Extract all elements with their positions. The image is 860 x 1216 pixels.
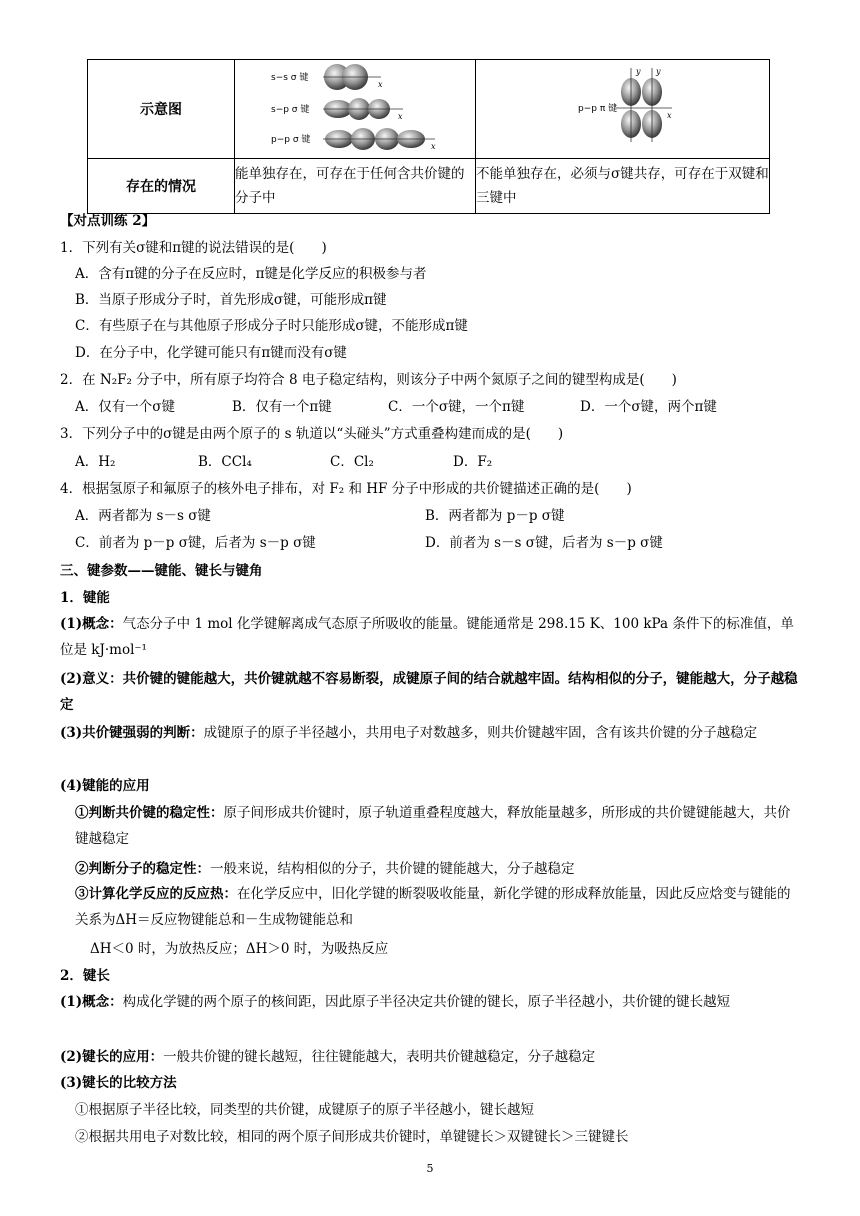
svg-text:y: y [636, 67, 641, 76]
row-label-diagram: 示意图 [88, 60, 235, 159]
q1-option-c: C．有些原子在与其他原子形成分子时只能形成σ键，不能形成π键 [75, 318, 468, 334]
pi-diagram-cell [476, 60, 770, 159]
q1-option-d: D．在分子中，化学键可能只有π键而没有σ键 [75, 345, 347, 361]
q2-option-a: A．仅有一个σ键 [75, 399, 175, 415]
comparison-by-electron-pairs: ②根据共用电子对数比较，相同的两个原子间形成共价键时，单键键长＞双键键长＞三键键长 [75, 1129, 629, 1145]
molecule-stability-judgement: ②判断分子的稳定性：一般来说，结构相似的分子，共价键的键能越大，分子越稳定 [75, 861, 575, 877]
bond-comparison-table [87, 59, 770, 214]
q1-option-a: A．含有π键的分子在反应时，π键是化学反应的积极参与者 [75, 266, 427, 282]
bond-energy-application-title: (4)键能的应用 [60, 778, 150, 794]
q2-option-c: C．一个σ键，一个π键 [388, 399, 525, 415]
svg-text:y: y [656, 67, 661, 76]
bond-strength-judgement: (3)共价键强弱的判断：成键原子的原子半径越小，共用电子对数越多，则共价键越牢固，含有该共价键的分子越稳定 [60, 725, 758, 741]
q4-option-a: A．两者都为 s－s σ键 [75, 508, 211, 524]
pi-existence-text: 不能单独存在，必须与σ键共存，可存在于双键和三键中 [476, 159, 770, 214]
bond-length-comparison-title: (3)键长的比较方法 [60, 1075, 177, 1091]
q3-option-a: A．H₂ [75, 454, 116, 470]
reaction-heat-calc: ③计算化学反应的反应热：在化学反应中，旧化学键的断裂吸收能量，新化学键的形成释放能量，因此反应焓变与键能的关系为ΔH＝反应物键能总和－生成物键能总和 [75, 886, 791, 928]
bond-energy-title: 1．键能 [60, 590, 110, 606]
row-label-existence: 存在的情况 [88, 159, 235, 214]
q2-option-d: D．一个σ键，两个π键 [580, 399, 717, 415]
training-title: 【对点训练 2】 [60, 213, 156, 229]
comparison-by-radius: ①根据原子半径比较，同类型的共价键，成键原子的原子半径越小，键长越短 [75, 1102, 534, 1118]
q2-option-b: B．仅有一个π键 [232, 399, 332, 415]
bond-length-title: 2．键长 [60, 968, 110, 984]
bond-stability-judgement: ①判断共价键的稳定性：原子间形成共价键时，原子轨道重叠程度越大，释放能量越多，所形成的共价键键能越大，共价键越稳定 [75, 805, 791, 847]
section-3-title: 三、键参数——键能、键长与键角 [60, 563, 263, 579]
q3-option-c: C．Cl₂ [330, 454, 374, 470]
bond-length-concept: (1)概念：构成化学键的两个原子的核间距，因此原子半径决定共价键的键长，原子半径越小，共价键的键长越短 [60, 994, 731, 1010]
question-4: 4．根据氢原子和氟原子的核外电子排布，对 F₂ 和 HF 分子中形成的共价键描述正确的是( ) [60, 481, 632, 497]
enthalpy-sign-rule: ΔH＜0 时，为放热反应；ΔH＞0 时，为吸热反应 [90, 941, 389, 957]
sigma-diagram-cell [235, 60, 476, 159]
svg-text:x: x [431, 142, 436, 151]
q4-option-c: C．前者为 p－p σ键，后者为 s－p σ键 [75, 535, 316, 551]
pp-sigma-label: p−p σ 键 [271, 135, 311, 145]
q3-option-d: D．F₂ [453, 454, 493, 470]
sp-label: s−p σ 键 [271, 105, 310, 115]
pp-pi-label: p−p π 键 [578, 104, 618, 114]
sigma-bond-diagram [235, 60, 475, 154]
sigma-existence-text: 能单独存在，可存在于任何含共价键的分子中 [235, 159, 476, 214]
page-number: 5 [426, 1162, 434, 1175]
q1-option-b: B．当原子形成分子时，首先形成σ键，可能形成π键 [75, 292, 387, 308]
bond-length-application: (2)键长的应用：一般共价键的键长越短，往往键能越大，表明共价键越稳定，分子越稳定 [60, 1049, 596, 1065]
question-1: 1．下列有关σ键和π键的说法错误的是( ) [60, 240, 327, 256]
svg-text:x: x [667, 111, 672, 120]
ss-label: s−s σ 键 [271, 73, 309, 83]
svg-text:x: x [398, 112, 403, 121]
question-2: 2．在 N₂F₂ 分子中，所有原子均符合 8 电子稳定结构，则该分子中两个氮原子之间的键型构成是( ) [60, 372, 677, 388]
pi-bond-diagram [476, 60, 769, 154]
svg-text:x: x [378, 80, 383, 89]
bond-energy-meaning: (2)意义：共价键的键能越大，共价键就越不容易断裂，成键原子间的结合就越牢固。结构相似的分子，键能越大，分子越稳定 [60, 671, 798, 713]
q4-option-b: B．两者都为 p－p σ键 [425, 508, 565, 524]
q3-option-b: B．CCl₄ [198, 454, 252, 470]
question-3: 3．下列分子中的σ键是由两个原子的 s 轨道以“头碰头”方式重叠构建而成的是( ) [60, 426, 564, 442]
q4-option-d: D．前者为 s－s σ键，后者为 s－p σ键 [425, 535, 663, 551]
bond-energy-concept: (1)概念：气态分子中 1 mol 化学键解离成气态原子所吸收的能量。键能通常是 298.15 K、100 kPa 条件下的标准值，单位是 kJ·mol⁻¹ [60, 616, 794, 658]
